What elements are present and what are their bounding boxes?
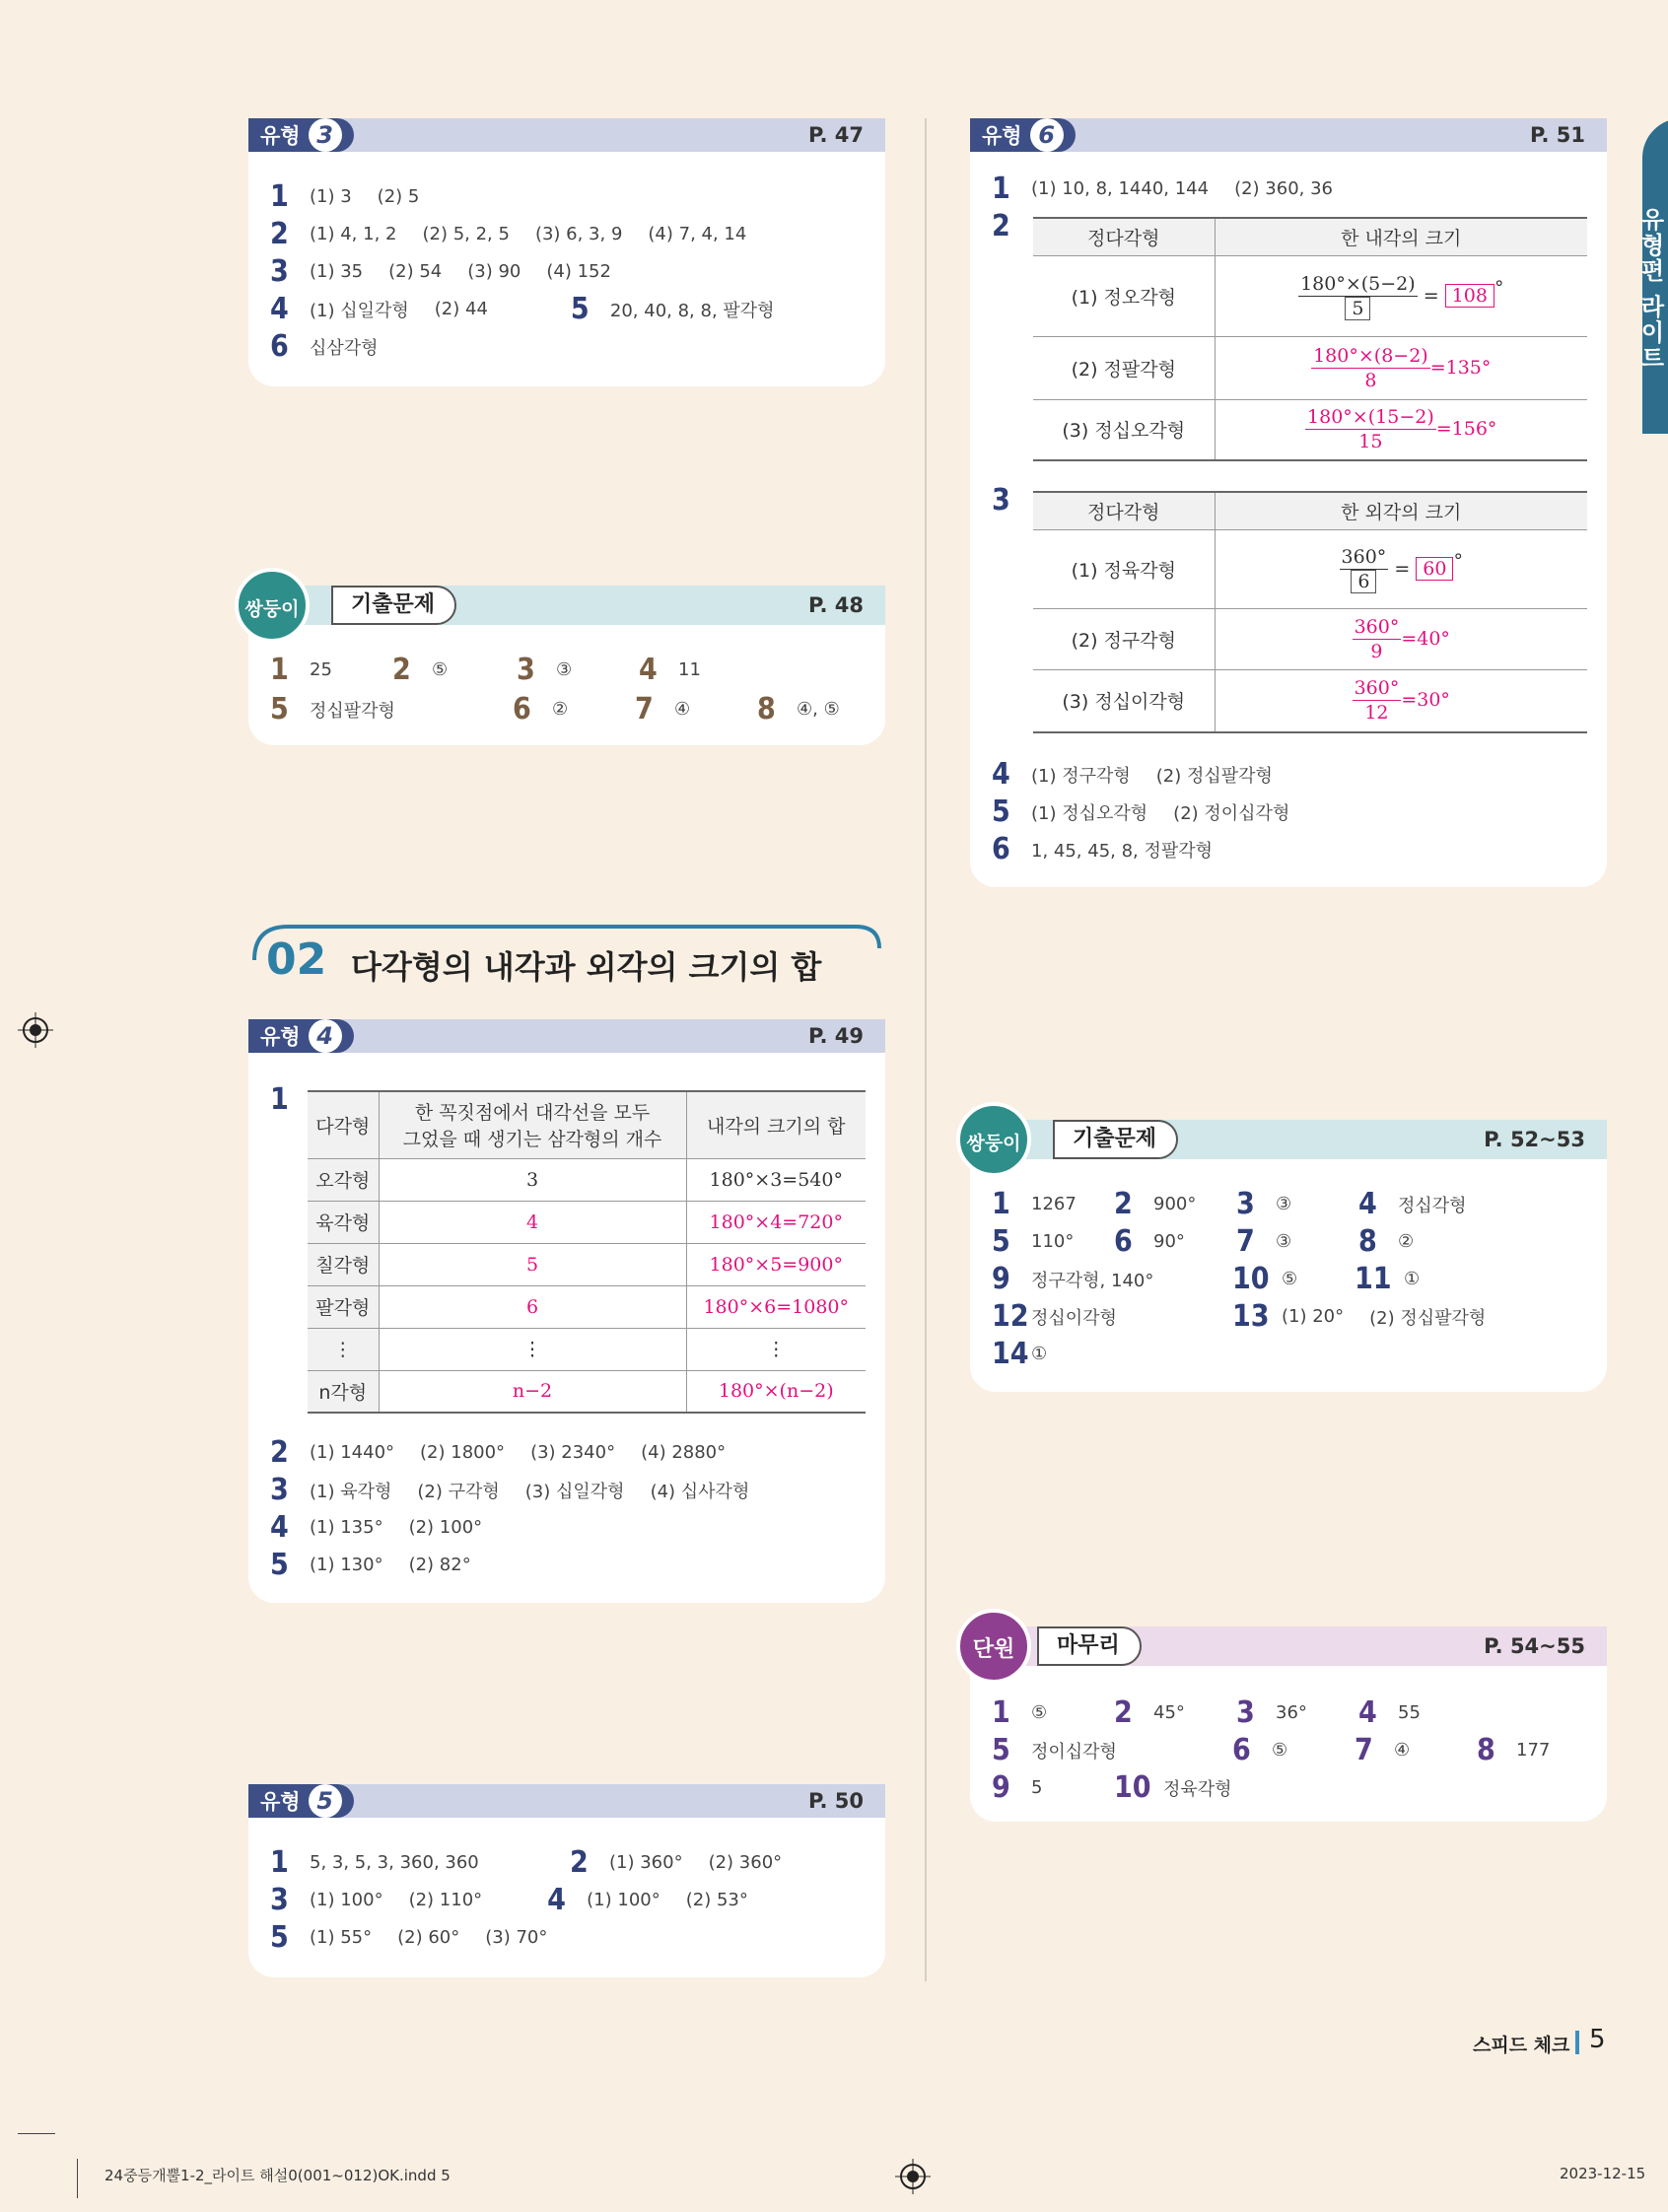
type4-table: 다각형 한 꼭짓점에서 대각선을 모두 그었을 때 생기는 삼각형의 개수 내각의 크기의 합 오각형 3 180°×3=540° 육각형 4 180°×4=720° 칠각형 5 180°×5=900° 팔각형 6 180°×6=1080° ⋮ ⋮ ⋮ n각형 n−2 180°×(n−2) (308, 1090, 866, 1414)
table-cell: 4 (379, 1201, 686, 1243)
footer-label: 스피드 체크 (1473, 2035, 1570, 2056)
table-cell: 5 (379, 1243, 686, 1285)
table-cell: 오각형 (308, 1158, 379, 1201)
file-name: 24중등개뿔1-2_라이트 해설0(001~012)OK.indd 5 (104, 2167, 451, 2184)
table-row (308, 1285, 866, 1328)
table-row (308, 1158, 866, 1201)
table-cell: ⋮ (686, 1328, 866, 1370)
table-cell: ⋮ (308, 1328, 379, 1370)
table-cell: n각형 (308, 1370, 379, 1413)
twin-tag: 기출문제 (331, 586, 456, 625)
side-tab-label: 유형편 라이트 (1636, 207, 1664, 372)
column-divider (925, 118, 927, 1981)
type5-page: P. 50 (807, 1789, 864, 1813)
type5-box: 유형 5 P. 50 1 5, 3, 5, 3, 360, 360 2 (1) 360° (2) 360° 3 (1) 100° (2) 110° 4 (1) 100° (2) 53° 5 (1) 55° (2) 60° (3) 70° (248, 1784, 885, 1977)
unit-tag: 마무리 (1037, 1626, 1142, 1666)
type6-pill: 유형 6 (970, 118, 1076, 152)
unit-badge: 단원 (956, 1609, 1031, 1684)
type5-pill: 유형 5 (248, 1784, 354, 1818)
page-number: 5 (1589, 2025, 1606, 2054)
twin1-box: 쌍둥이 기출문제 P. 48 1 25 2 ⑤ 3 ③ 4 11 5 정십팔각형 6 ② 7 ④ 8 ④, ⑤ (248, 586, 885, 745)
slug-vert (77, 2159, 78, 2198)
footer-separator (1575, 2031, 1579, 2054)
table-cell: 육각형 (308, 1201, 379, 1243)
print-date: 2023-12-15 (1560, 2165, 1646, 2182)
table-cell: 180°×6=1080° (686, 1285, 866, 1328)
table-cell: n−2 (379, 1370, 686, 1413)
twin-badge: 쌍둥이 (956, 1102, 1031, 1177)
table-cell: 칠각형 (308, 1243, 379, 1285)
slug-line (18, 2133, 55, 2134)
type4-box: 유형 4 P. 49 1 다각형 한 꼭짓점에서 대각선을 모두 그었을 때 생기는 삼각형의 개수 내각의 크기의 합 오각형 3 180°×3=540° 육각형 4 180°×4=720° 칠각형 5 180°×5=900° 팔각형 6 180°×6=1080° ⋮ ⋮ ⋮ n각형 n−2 180°×(n−2) 2 (1) 1440° (2) 1800° (3) 2340° (4) 2880° 3 (1) 육각형 (2) 구각형 (3) 십일각형 (4) 십사각형 4 (1) 135° (2) 100° 5 (1) 130° (2) 82° (248, 1019, 885, 1603)
table-cell: 6 (379, 1285, 686, 1328)
table-row (308, 1370, 866, 1413)
unit-page: P. 54~55 (1484, 1634, 1585, 1658)
type6-page: P. 51 (1529, 123, 1585, 147)
registration-mark-icon (18, 1012, 53, 1048)
table-cell: ⋮ (379, 1328, 686, 1370)
type3-box: 유형 3 P. 47 1 (1) 3 (2) 5 2 (1) 4, 1, 2 (2) 5, 2, 5 (3) 6, 3, 9 (4) 7, 4, 14 3 (1) 35 (2) 54 (3) 90 (4) 152 4 (1) 십일각형 (2) 44 5 20, 40, 8, 8, 팔각형 6 십삼각형 (248, 118, 885, 386)
table-row (308, 1328, 866, 1370)
twin-tag: 기출문제 (1053, 1120, 1178, 1159)
table-row (308, 1201, 866, 1243)
type3-page: P. 47 (807, 123, 864, 147)
twin2-page: P. 52~53 (1484, 1128, 1585, 1151)
type3-pill: 유형 3 (248, 118, 354, 152)
table-cell: 180°×5=900° (686, 1243, 866, 1285)
unit-review-box: 단원 마무리 P. 54~55 1 ⑤ 2 45° 3 36° 4 55 5 정이십각형 6 ⑤ 7 ④ 8 177 9 5 10 정육각형 (970, 1626, 1607, 1822)
type4-page: P. 49 (807, 1024, 864, 1048)
section-number: 02 (266, 934, 327, 985)
table-cell: 팔각형 (308, 1285, 379, 1328)
type6-table-interior: 정다각형 한 내각의 크기 (1) 정오각형 $\frac{180^\circ\times(5-2)}{5}$ = 108 ° (2) 정팔각형 $\frac{180^\circ\times(8-2)}{8}$ =135° (3) 정십오각형 $\frac{180^\circ\times(15-2)}{15}$ =156° (1033, 217, 1587, 461)
twin1-page: P. 48 (807, 593, 864, 617)
registration-mark-icon (895, 2159, 931, 2194)
section-heading (248, 921, 885, 990)
table-row (308, 1243, 866, 1285)
table-cell: 180°×3=540° (686, 1158, 866, 1201)
type6-box: 유형 6 P. 51 1 (1) 10, 8, 1440, 144 (2) 360, 36 2 정다각형 한 내각의 크기 (1) 정오각형 $\frac{180^\circ\times(5-2)}{5}$ = 108 ° (2) 정팔각형 $\frac{180^\circ\times(8-2)}{8}$ =135° (3) 정십오각형 $\frac{180^\circ\times(15-2)}{15}$ =156° 3 정다각형 한 외각의 크기 (1) 정육각형 $\frac{360^\circ}{6}$ = 60 ° (2) 정구각형 $\frac{360^\circ}{9}$ =40° (3) 정십이각형 $\frac{360^\circ}{12}$ =30° 4 (1) 정구각형 (2) 정십팔각형 5 (1) 정십오각형 (2) 정이십각형 6 1, 45, 45, 8, 정팔각형 (970, 118, 1607, 887)
twin-badge: 쌍둥이 (235, 568, 310, 643)
section-title: 다각형의 내각과 외각의 크기의 합 (351, 948, 822, 986)
twin2-box: 쌍둥이 기출문제 P. 52~53 1 1267 2 900° 3 ③ 4 정십각형 5 110° 6 90° 7 ③ 8 ② 9 정구각형, 140° 10 ⑤ 11 ① 12 정십이각형 13 (1) 20° (2) 정십팔각형 14 ① (970, 1120, 1607, 1392)
table-cell: 3 (379, 1158, 686, 1201)
table-cell: 180°×4=720° (686, 1201, 866, 1243)
type6-table-exterior: 정다각형 한 외각의 크기 (1) 정육각형 $\frac{360^\circ}{6}$ = 60 ° (2) 정구각형 $\frac{360^\circ}{9}$ =40° (3) 정십이각형 $\frac{360^\circ}{12}$ =30° (1033, 491, 1587, 733)
type4-pill: 유형 4 (248, 1019, 354, 1053)
table-cell: 180°×(n−2) (718, 1380, 834, 1403)
